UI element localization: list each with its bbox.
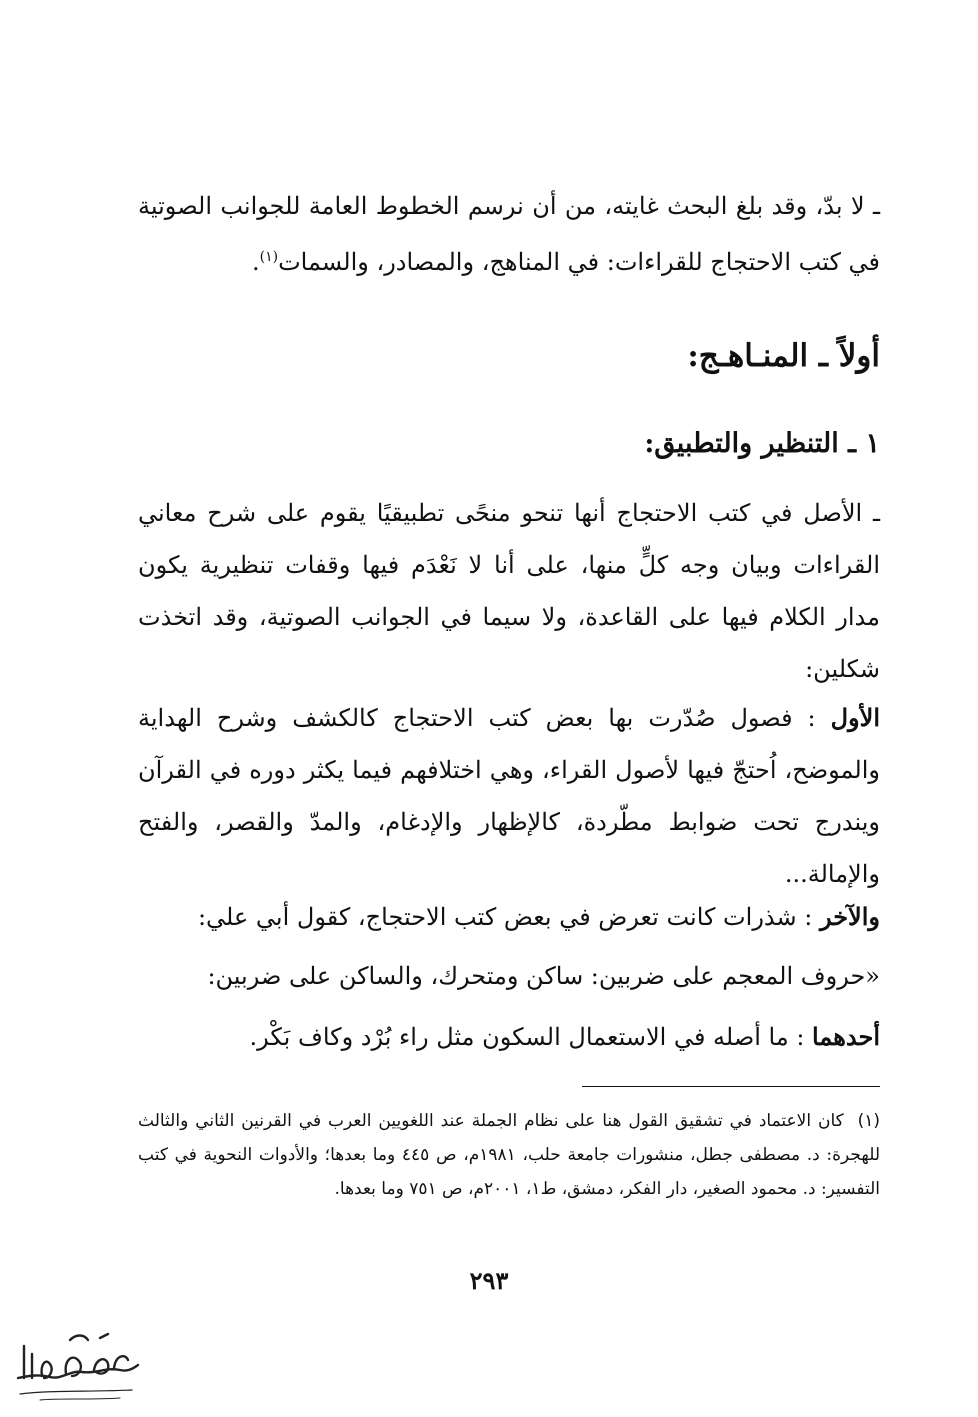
paragraph-body: : فصول صُدّرت بها بعض كتب الاحتجاج كالكشف وشرح الهداية والموضح، اُحتجّ فيها لأصول القراء، وهي اختلافهم فيما يكثر دوره في القرآن ويندرج تحت ضوابط مطّردة، كالإظهار والإدغام، والمدّ والقصر، والفتح والإمالة... xyxy=(138,704,880,888)
quote-line: «حروف المعجم على ضربين: ساكن ومتحرك، والساكن على ضربين: xyxy=(207,962,880,990)
signature-stamp-icon xyxy=(10,1320,142,1412)
intro-text: ـ لا بدّ، وقد بلغ البحث غايته، من أن نرسم الخطوط العامة للجوانب الصوتية في كتب الاحتجاج للقراءات: في المناهج، والمصادر، والسمات xyxy=(138,192,880,276)
paragraph-lead: والآخر xyxy=(819,902,880,931)
paragraph-lead: الأول xyxy=(830,703,880,732)
paragraph-body: : شذرات كانت تعرض في بعض كتب الاحتجاج، كقول أبي علي: xyxy=(197,903,820,931)
paragraph-method: ـ الأصل في كتب الاحتجاج أنها تنحو منحًى تطبيقيًا يقوم على شرح معاني القراءات وبيان وجه كلٍّ منها، على أنا لا نَعْدَم فيها وقفات تنظيرية يكون مدار الكلام فيها على القاعدة، ولا سيما في الجوانب الصوتية، وقد اتخذت شكلين: xyxy=(138,499,880,683)
intro-end: . xyxy=(251,248,260,276)
footnote-number: (١) xyxy=(857,1111,880,1131)
paragraph-second-form xyxy=(198,902,880,931)
intro-paragraph xyxy=(138,178,880,290)
paragraph-lead: أحدهما xyxy=(812,1022,880,1051)
footnote xyxy=(138,1104,880,1206)
footnote-reference[interactable]: (١) xyxy=(259,249,279,265)
footnote-text: كان الاعتماد في تشقيق القول هنا على نظام الجملة عند اللغويين العرب في القرنين الثاني والثالث للهجرة: د. مصطفى جطل، منشورات جامعة حلب، ١٩٨١م، ص ٤٤٥ وما بعدها؛ والأدوات النحوية في كتب التفسير: د. محمود الصغير، دار الفكر، دمشق، ط١، ٢٠٠١م، ص ٧٥١ وما بعدها. xyxy=(138,1111,881,1199)
page-number: ٢٩٣ xyxy=(469,1266,509,1295)
section-heading: أولاً ـ المنـاهـج: xyxy=(687,338,880,374)
paragraph-first-type xyxy=(250,1022,880,1051)
subsection-heading: ١ ـ التنظير والتطبيق: xyxy=(644,428,880,459)
footnote-separator xyxy=(582,1086,880,1087)
paragraph-body: : ما أصله في الاستعمال السكون مثل راء بُرْد وكاف بَكْر. xyxy=(249,1023,813,1051)
paragraph-first-form xyxy=(138,692,880,900)
